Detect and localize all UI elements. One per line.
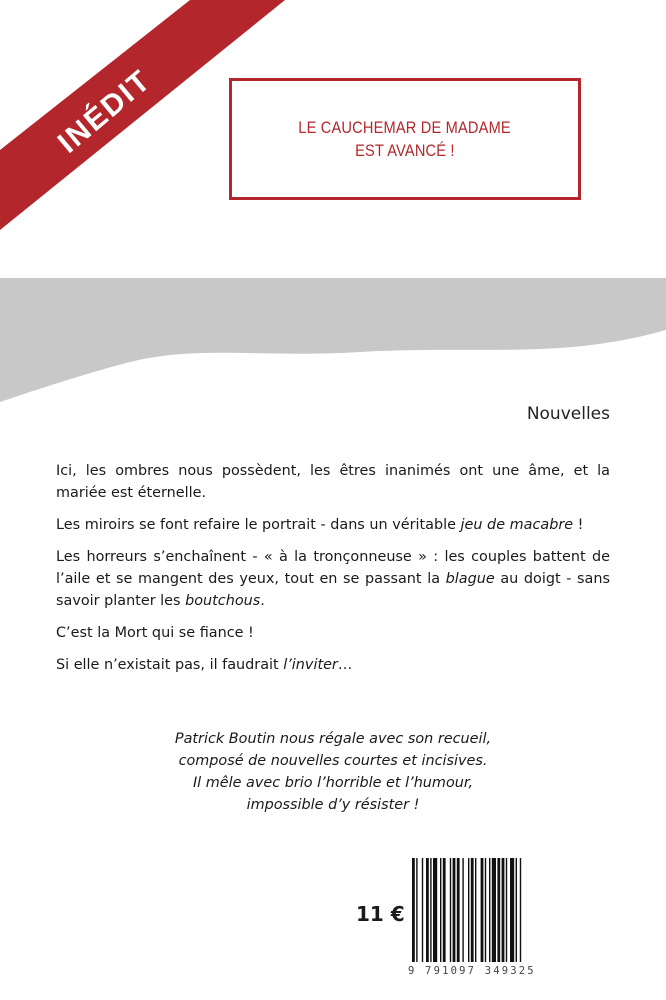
- barcode-bar: [506, 858, 507, 962]
- tagline-stamp: [229, 78, 581, 200]
- tagline-line-4: impossible d’y résister !: [246, 797, 420, 813]
- blurb-paragraph-5: Si elle n’existait pas, il faudrait l’inviter…: [56, 657, 353, 673]
- gray-wave-band: [0, 278, 666, 402]
- barcode-bar: [502, 858, 505, 962]
- blurb: [56, 460, 610, 686]
- barcode-bar: [485, 858, 486, 962]
- tagline-line-2: composé de nouvelles courtes et incisives.: [178, 753, 488, 769]
- barcode-bar: [457, 858, 460, 962]
- barcode-bar: [468, 858, 469, 962]
- barcode-bar: [516, 858, 517, 962]
- barcode-bar: [453, 858, 456, 962]
- barcode-bar: [471, 858, 474, 962]
- barcode: [410, 858, 596, 980]
- barcode-bar: [481, 858, 484, 962]
- barcode-bar: [497, 858, 500, 962]
- barcode-bar: [462, 858, 463, 962]
- author-tagline: [100, 728, 566, 816]
- stamp-line-2: EST AVANCÉ !: [355, 141, 455, 160]
- tagline-line-3: Il mêle avec brio l’horrible et l’humour,: [192, 775, 474, 791]
- barcode-bar: [412, 858, 415, 962]
- barcode-bar: [520, 858, 521, 962]
- barcode-bar: [416, 858, 417, 962]
- isbn-digits: 9 791097 349325: [408, 965, 536, 977]
- barcode-bar: [489, 858, 490, 962]
- barcode-bar: [510, 858, 514, 962]
- barcode-bar: [450, 858, 451, 962]
- blurb-paragraph-4: C’est la Mort qui se fiance !: [56, 625, 254, 641]
- barcode-bar: [430, 858, 431, 962]
- cover-decoration: [0, 0, 666, 420]
- barcode-bar: [422, 858, 423, 962]
- barcode-bar: [433, 858, 437, 962]
- tagline-line-1: Patrick Boutin nous régale avec son recueil,: [174, 731, 492, 747]
- price: 11 €: [356, 902, 405, 926]
- genre-label: Nouvelles: [526, 404, 610, 424]
- barcode-bar: [426, 858, 429, 962]
- blurb-paragraph-2: Les miroirs se font refaire le portrait - dans un véritable jeu de macabre !: [56, 517, 584, 533]
- blurb-paragraph-3: Les horreurs s’enchaînent - « à la tronçonneuse » : les couples battent de l’aile et se mangent des yeux, tout en se passant la blague au doigt - sans savoir planter les boutchous.: [56, 549, 610, 609]
- blurb-paragraph-1: Ici, les ombres nous possèdent, les êtres inanimés ont une âme, et la mariée est éternelle.: [56, 463, 610, 501]
- barcode-bar: [492, 858, 496, 962]
- ribbon-label: INÉDIT: [51, 63, 158, 160]
- barcode-bar: [443, 858, 446, 962]
- barcode-bar: [440, 858, 441, 962]
- barcode-bar: [475, 858, 476, 962]
- stamp-line-1: LE CAUCHEMAR DE MADAME: [298, 118, 512, 137]
